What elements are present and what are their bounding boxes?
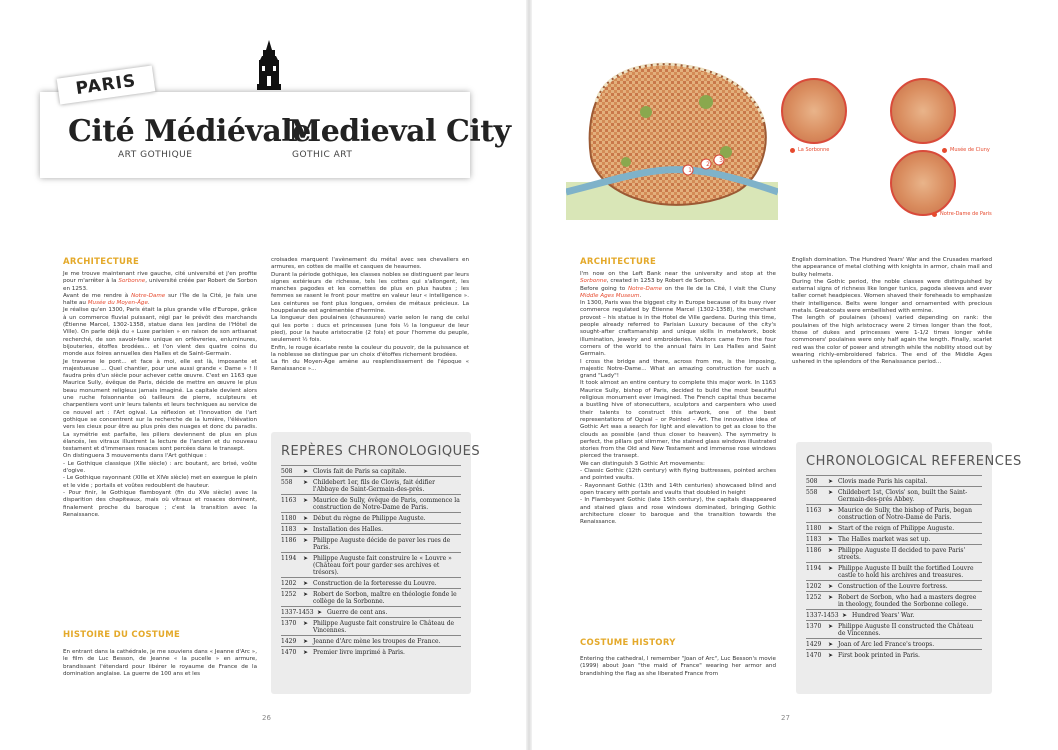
chrono-event: Construction of the Louvre fortress.	[838, 582, 948, 590]
paragraph: - In Flamboyant Gothic (late 15th century), the capitals disappeared and stained glass and rose windows dominated, bringing Gothic architecture closer to baroque and the transition towards the Renaissance.	[580, 497, 776, 526]
paragraph: It took almost an entire century to complete this major work. In 1163 Maurice Sully, bishop of Paris, decided to build the most beautiful religious monument ever imagined. The French capital thus became a bustling hive of stonecutters, sculptors and carpenters who used their talents to construct this artwork, one of the best representations of Ogival – or Pointed – Art. The innovative idea of Gothic Art was a search for light and elevation to get as close to the clouds as possible (and thus closer to heaven). The symmetry is perfect, the pillars got slimmer, the stained glass windows illustrated stories from the Old and New Testament and immense rose windows pierced the transept.	[580, 380, 776, 460]
chrono-row	[806, 486, 982, 504]
paragraph: The length of poulaines (shoes) varied depending on rank: the poulaines of the high aristocracy were 2 times longer than the foot, those of dukes and princesses were 1-1/2 times longer while commoners' poulaines were only half again the length. Finally, scarlet red was the color of power and strength while the nobility stood out by wearing richly-embroidered fabrics. The end of the Middle Ages ushered in the splendors of the Renaissance period...	[792, 315, 992, 366]
chrono-row	[806, 638, 982, 649]
paragraph: En entrant dans la cathédrale, je me souviens dans « Jeanne d'Arc », le film de Luc Besson, de Jeanne « la pucelle » en armure, brandissant l'étendard pour libérer le royaume de France de la domination anglaise. La guerre de 100 ans et les	[63, 649, 257, 677]
title-en: Medieval City	[288, 114, 511, 149]
chrono-row	[806, 504, 982, 522]
chrono-row	[806, 609, 982, 620]
chrono-event: Jeanne d'Arc mène les troupes de France.	[313, 637, 441, 645]
text-column-fr-2	[271, 257, 469, 374]
chrono-year: 558	[806, 488, 818, 496]
paragraph: La longueur des poulaines (chaussures) varie selon le rang de celui qui les porte : ducs et princesses (une fois ½ la longueur de leur pied), pour la haute aristocratie (2 fois) et pour l'homme du peuple, seulement ½ fois.	[271, 315, 469, 344]
page-number-left: 26	[262, 714, 271, 722]
arrow-icon: ➤	[317, 608, 323, 616]
page-number-right: 27	[781, 714, 790, 722]
arrow-icon: ➤	[303, 648, 309, 656]
arrow-icon: ➤	[828, 488, 834, 496]
arrow-icon: ➤	[828, 582, 834, 590]
chrono-year: 1186	[281, 536, 297, 544]
chrono-event: Joan of Arc led France's troops.	[838, 640, 935, 648]
chrono-year: 1186	[806, 546, 822, 554]
paragraph: On distinguera 3 mouvements dans l'Art gothique :	[63, 453, 207, 460]
chrono-event: Début du règne de Philippe Auguste.	[313, 514, 426, 522]
highlight-term: Sorbonne	[118, 278, 146, 285]
chrono-row	[281, 617, 461, 635]
paragraph: - Le Gothique rayonnant (XIIIe et XIVe siècle) met en exergue le plein et le vide ; portails et voûtes redoublent de hauteur.	[63, 475, 258, 489]
chrono-row	[806, 620, 982, 638]
chrono-row	[806, 544, 982, 562]
chrono-year: 558	[281, 478, 293, 486]
section-architecture-fr: ARCHITECTURE	[63, 257, 140, 267]
paragraph: Enfin, le rouge écarlate reste la couleur du pouvoir, de la puissance et la noblesse se distingue par un choix d'étoffes richement brodées.	[271, 344, 469, 358]
chrono-event: The Halles market was set up.	[838, 535, 931, 543]
subtitle-en: GOTHIC ART	[292, 150, 353, 160]
chrono-row	[281, 523, 461, 534]
chrono-row	[806, 649, 982, 660]
paragraph: Je me trouve maintenant rive gauche, cité université et j'en profite pour m'arrêter à la Sorbonne, université créée par Robert de Sorbon en 1253.	[63, 271, 257, 292]
chrono-event: Philippe Auguste fait construire le Château de Vincennes.	[313, 619, 455, 634]
paragraph: During the Gothic period, the noble classes were distinguished by external signs of richness like longer tunics, pagoda sleeves and ever taller cornet headpieces. Women shaved their foreheads to emphasize their intelligence. Belts were longer and ornamented with precious metals. Greatcoats were embellished with ermine.	[792, 278, 992, 315]
section-costume-fr: HISTOIRE DU COSTUME	[63, 630, 181, 640]
inset-cluny	[890, 78, 956, 144]
paragraph: Entering the cathedral, I remember "Joan of Arc", Luc Besson's movie (1999) about Joan "the maid of France" wearing her armor and brandishing the flag as she liberated France from	[580, 656, 776, 677]
chrono-year: 1163	[806, 506, 822, 514]
chrono-row	[281, 512, 461, 523]
chrono-event: Start of the reign of Philippe Auguste.	[838, 524, 955, 532]
chrono-row	[281, 635, 461, 646]
paragraph: - Classic Gothic (12th century) with flying buttresses, pointed arches and pointed vaults.	[580, 468, 776, 482]
paragraph: Before going to Notre-Dame on the Ile de la Cité, I visit the Cluny Middle Ages Museum.	[580, 285, 776, 299]
chrono-year: 1194	[806, 564, 822, 572]
paragraph: In 1300, Paris was the biggest city in Europe because of its busy river commerce regulated by Étienne Marcel (1302-1358), the merchant provost – his statue is in the Hotel de Ville gardens. During this time, people already referred to Parisian Luxury because of the city's sought-after craftsmanship and unique skills in metalwork, book illumination, jewelry and embroideries. Visitors came from the four corners of the world to the annual fairs in Les Halles and Saint Germain.	[580, 300, 776, 358]
chrono-row	[806, 562, 982, 580]
inset-label-notre-dame: Notre-Dame de Paris	[940, 211, 992, 217]
chrono-event: Philippe Auguste II decided to pave Paris' streets.	[838, 546, 966, 561]
chrono-event: Clovis made Paris his capital.	[838, 477, 928, 485]
chrono-year: 508	[281, 467, 293, 475]
paragraph: Je réalise qu'en 1300, Paris était la plus grande ville d'Europe, grâce à un commerce fluvial puissant, régi par le prévôt des marchands (Étienne Marcel, 1302-1358, statue dans les jardins de l'Hôtel de Ville). On parle déjà du « Luxe parisien » en raison de son artisanat recherché, de son savoir-faire unique en orfèvreries, enluminures, bijouteries, étoffes brodées... et l'on vient des quatre coins du monde aux foires annuelles des Halles et de Saint-Germain.	[63, 307, 257, 358]
arrow-icon: ➤	[842, 611, 848, 619]
chrono-year: 1252	[281, 590, 297, 598]
chrono-year: 1183	[806, 535, 822, 543]
chrono-event: Maurice de Sully, évêque de Paris, commence la construction de Notre-Dame de Paris.	[313, 496, 460, 511]
chrono-event: Maurice de Sully, the bishop of Paris, began construction of Notre-Dame de Paris.	[838, 506, 972, 521]
paragraph: Avant de me rendre à Notre-Dame sur l'île de la Cité, je fais une halte au Musée du Moyen-Âge.	[63, 292, 257, 307]
chrono-title-en: CHRONOLOGICAL REFERENCES	[806, 454, 1022, 469]
chrono-year: 1252	[806, 593, 822, 601]
arrow-icon: ➤	[828, 477, 834, 485]
arrow-icon: ➤	[303, 590, 309, 598]
chrono-list-fr	[281, 465, 461, 657]
map-marker-1: 1	[688, 167, 692, 174]
chrono-year: 1337-1453	[281, 608, 314, 616]
chrono-year: 1163	[281, 496, 297, 504]
chrono-event: Installation des Halles.	[313, 525, 383, 533]
chrono-year: 1470	[281, 648, 297, 656]
inset-sorbonne	[781, 78, 847, 144]
arrow-icon: ➤	[828, 593, 834, 601]
inset-dot-notre-dame	[932, 212, 937, 217]
arrow-icon: ➤	[828, 651, 834, 659]
chrono-list-en	[806, 475, 982, 660]
paris-tag: PARIS	[57, 65, 156, 104]
highlight-term: Musée du Moyen-Âge	[87, 300, 148, 307]
inset-dot-sorbonne	[790, 148, 795, 153]
paragraph: Durant la période gothique, les classes nobles se distinguent par leurs signes extérieurs de richesse, tels les cottes qui s'allongent, les manches pagodes et les cornettes de plus en plus hautes ; les femmes se rasent le front pour mettre en valeur leur « intelligence ». Les ceintures se font plus longues, ornées de métaux précieux. La houppelande est agrémentée d'hermine.	[271, 271, 469, 315]
text-column-fr-1b	[63, 649, 257, 678]
chrono-row	[281, 465, 461, 476]
inset-dot-cluny	[942, 148, 947, 153]
paragraph: - Pour finir, le Gothique flamboyant (fin du XVe siècle) avec la disparition des chapiteaux, mais où vitraux et rosaces dominent, finalement proche du baroque ; c'est la transition avec la Renaissance.	[63, 489, 257, 518]
chrono-row	[281, 552, 461, 577]
paragraph: - Rayonnant Gothic (13th and 14th centuries) showcased blind and open tracery with portals and vaults that doubled in height	[580, 482, 776, 496]
arrow-icon: ➤	[828, 640, 834, 648]
chrono-row	[806, 533, 982, 544]
highlight-term: Middle Ages Museum	[580, 292, 640, 299]
inset-notre-dame	[890, 150, 956, 216]
chrono-event: Guerre de cent ans.	[327, 608, 388, 616]
chrono-row	[281, 494, 461, 512]
chrono-year: 1370	[281, 619, 297, 627]
chrono-event: Hundred Years' War.	[852, 611, 915, 619]
paragraph: Je traverse le pont... et face à moi, elle est là, imposante et majestueuse ... Quel chantier, pour une aussi grande « Dame » ! Il faudra près d'un siècle pour achever cette œuvre. C'est en 1163 que Maurice Sully, évêque de Paris, décide de mettre en œuvre le plus beau monument religieux jamais imaginé. La capitale devient alors une ruche foisonnante où tailleurs de pierre, sculpteurs et charpentiers vont unir leurs talents et leurs techniques au service de ce nouvel art : l'Art ogival. La réflexion et l'innovation de l'art gothique se concentrent sur la recherche de la lumière, l'élévation vers les cieux pour être au plus près des nuages et donc du paradis. La symétrie est parfaite, les piliers deviennent de plus en plus élancés, les vitraux illustrent la lecture de l'ancien et du nouveau testament et d'immenses rosaces sont percées dans le transept.	[63, 358, 257, 453]
arrow-icon: ➤	[303, 496, 309, 504]
chrono-event: Construction de la forteresse du Louvre.	[313, 579, 437, 587]
chrono-year: 1194	[281, 554, 297, 562]
chrono-year: 1429	[806, 640, 822, 648]
chrono-box-fr	[271, 432, 481, 694]
chrono-event: Clovis fait de Paris sa capitale.	[313, 467, 407, 475]
chrono-year: 1370	[806, 622, 822, 630]
highlight-term: Notre-Dame	[131, 292, 166, 299]
chrono-year: 1180	[281, 514, 297, 522]
chrono-row	[281, 588, 461, 606]
paragraph: I'm now on the Left Bank near the university and stop at the Sorbonne, created in 1253 by Robert de Sorbon.	[580, 271, 776, 285]
chrono-row	[281, 476, 461, 494]
chrono-year: 1180	[806, 524, 822, 532]
arrow-icon: ➤	[828, 622, 834, 630]
text-column-fr-1	[63, 271, 257, 519]
arrow-icon: ➤	[303, 619, 309, 627]
paragraph: - Le Gothique classique (XIIe siècle) : arc boutant, arc brisé, voûte d'ogive.	[63, 460, 257, 475]
chrono-row	[806, 580, 982, 591]
chrono-event: First book printed in Paris.	[838, 651, 920, 659]
chrono-event: Robert de Sorbon, maître en théologie fonde le collège de la Sorbonne.	[313, 590, 457, 605]
chrono-event: Childebert 1er, fils de Clovis, fait édifier l'Abbaye de Saint-Germain-des-prés.	[313, 478, 435, 493]
chrono-row	[806, 591, 982, 609]
paragraph: English domination. The Hundred Years' War and the Crusades marked the appearance of metal clothing with knights in armor, chain mail and bulky helmets.	[792, 257, 992, 278]
chrono-row	[806, 475, 982, 486]
arrow-icon: ➤	[303, 536, 309, 544]
chrono-year: 1183	[281, 525, 297, 533]
chrono-row	[281, 646, 461, 657]
subtitle-fr: ART GOTHIQUE	[118, 150, 193, 160]
highlight-term: Notre-Dame	[627, 285, 663, 292]
arrow-icon: ➤	[303, 514, 309, 522]
chrono-event: Childebert 1st, Clovis' son, built the Saint-Germain-des-prés Abbey.	[838, 488, 968, 503]
arrow-icon: ➤	[303, 637, 309, 645]
chrono-year: 508	[806, 477, 818, 485]
medieval-paris-map	[566, 42, 778, 220]
arrow-icon: ➤	[828, 535, 834, 543]
arrow-icon: ➤	[828, 524, 834, 532]
chrono-year: 1429	[281, 637, 297, 645]
chrono-title-fr: REPÈRES CHRONOLOGIQUES	[281, 444, 481, 459]
chrono-event: Philippe Auguste II constructed the Château de Vincennes.	[838, 622, 974, 637]
text-column-en-1	[580, 271, 776, 526]
map-marker-3: 3	[719, 157, 723, 164]
arrow-icon: ➤	[303, 554, 309, 562]
chrono-event: Robert de Sorbon, who had a masters degree in theology, founded the Sorbonne college.	[838, 593, 977, 608]
text-column-en-1b	[580, 656, 776, 678]
paragraph: croisades marquent l'avènement du métal avec ses chevaliers en armures, en cottes de maille et casques de heaumes.	[271, 257, 469, 271]
arrow-icon: ➤	[303, 525, 309, 533]
chrono-row	[806, 522, 982, 533]
paragraph: La fin du Moyen-Âge amène au resplendissement de l'époque « Renaissance »...	[271, 359, 469, 373]
arrow-icon: ➤	[828, 546, 834, 554]
title-fr: Cité Médiévale	[68, 114, 311, 149]
chrono-row	[281, 606, 461, 617]
text-column-en-2	[792, 257, 992, 366]
castle-tower-icon	[254, 40, 284, 90]
inset-label-sorbonne: La Sorbonne	[798, 147, 830, 153]
chrono-row	[281, 534, 461, 552]
arrow-icon: ➤	[828, 506, 834, 514]
chrono-event: Premier livre imprimé à Paris.	[313, 648, 405, 656]
chrono-event: Philippe Auguste II built the fortified Louvre castle to hold his archives and treasures.	[838, 564, 974, 579]
paragraph: We can distinguish 3 Gothic Art movements:	[580, 460, 705, 467]
chrono-year: 1337-1453	[806, 611, 839, 619]
map-marker-2: 2	[706, 161, 710, 168]
chrono-event: Philippe Auguste fait construire le « Louvre » (Château fort pour garder ses archives et trésors).	[313, 554, 452, 576]
arrow-icon: ➤	[303, 478, 309, 486]
section-architecture-en: ARCHITECTURE	[580, 257, 657, 267]
section-costume-en: COSTUME HISTORY	[580, 638, 676, 648]
arrow-icon: ➤	[303, 467, 309, 475]
chrono-row	[281, 577, 461, 588]
arrow-icon: ➤	[828, 564, 834, 572]
chrono-year: 1202	[281, 579, 297, 587]
chrono-year: 1470	[806, 651, 822, 659]
chrono-event: Philippe Auguste décide de paver les rues de Paris.	[313, 536, 451, 551]
chrono-year: 1202	[806, 582, 822, 590]
chrono-box-en	[796, 442, 1022, 694]
arrow-icon: ➤	[303, 579, 309, 587]
inset-label-cluny: Musée de Cluny	[950, 147, 990, 153]
highlight-term: Sorbonne	[580, 278, 607, 285]
paragraph: I cross the bridge and there, across from me, is the imposing, majestic Notre-Dame... What an amazing construction for such a grand "Lady"!	[580, 358, 776, 380]
